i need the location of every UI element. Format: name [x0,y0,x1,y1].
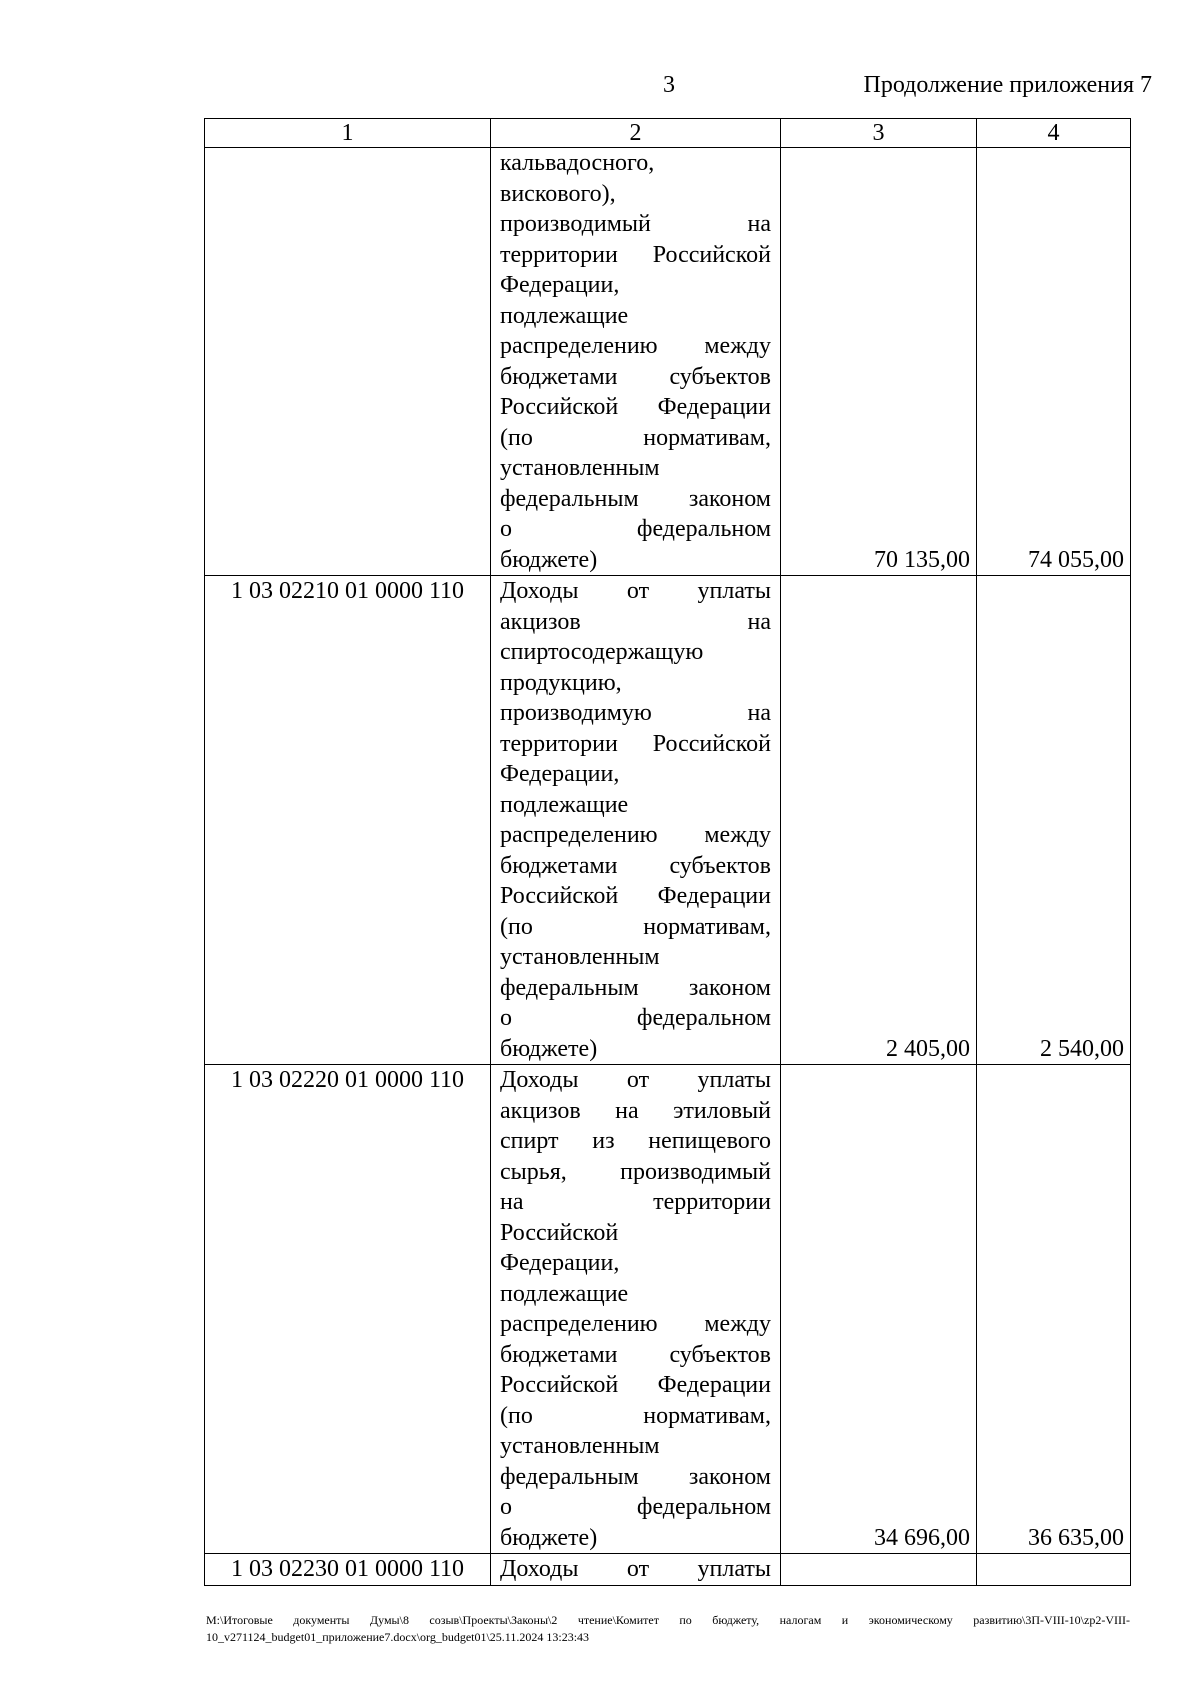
description-line: бюджете) [500,546,598,573]
document-path-footer: M:\Итоговые документы Думы\8 созыв\Проекты\Законы\2 чтение\Комитет по бюджету, налогам и экономическому развитию\3П-VIII-10\zp2-VIII-10_v271124_budget01_приложение7.docx\org_budget01\25.11.2024 13:23:43 [206,1613,1130,1644]
description-line: территории Российской [500,730,771,757]
budget-code-cell: 1 03 02230 01 0000 110 [205,1554,491,1586]
description-cell [491,576,781,1065]
description-cell [491,1554,781,1586]
description-line: Доходы от уплаты [500,1067,771,1093]
description-line: установленным [500,944,660,970]
description-line: федеральным законом [500,1463,771,1490]
amount-col-3-cell [781,1554,977,1586]
description-line: Российской Федерации [500,1372,771,1398]
budget-code-cell: 1 03 02220 01 0000 110 [205,1065,491,1554]
description-line: подлежащие [500,791,629,818]
description-line: Федерации, [500,761,620,787]
description-line: федеральным законом [500,485,771,512]
description-line: спирт из непищевого [500,1128,771,1154]
description-line: распределению между [500,333,771,359]
description-line: Федерации, [500,272,620,298]
description-line: бюджетами субъектов [500,852,771,879]
description-line: спиртосодержащую [500,639,704,665]
amount-col-4-cell: 2 540,00 [977,576,1131,1065]
description-line: (по нормативам, [500,913,771,940]
amount-col-4-cell: 36 635,00 [977,1065,1131,1554]
description-line: Доходы от уплаты [500,578,771,604]
description-cell [491,1065,781,1554]
description-line: бюджетами субъектов [500,363,771,390]
header-col-1: 1 [205,119,491,148]
table-row [205,576,1131,1065]
description-line: Российской [500,1219,619,1246]
description-line: о федеральном [500,1494,771,1520]
description-line: Российской Федерации [500,883,771,909]
page-number: 3 [663,72,675,98]
description-line: территории Российской [500,241,771,268]
continuation-title: Продолжение приложения 7 [863,72,1152,98]
description-line: на территории [500,1189,771,1215]
description-line: акцизов на этиловый [500,1097,771,1124]
description-line: производимую на [500,700,771,726]
description-line: подлежащие [500,302,629,329]
description-line: распределению между [500,1311,771,1337]
description-line: распределению между [500,822,771,848]
amount-col-4-cell: 74 055,00 [977,148,1131,576]
description-cell [491,148,781,576]
budget-code-cell [205,148,491,576]
description-line: (по нормативам, [500,424,771,451]
description-line: Федерации, [500,1250,620,1276]
description-line: акцизов на [500,608,771,635]
description-line: Доходы от уплаты [500,1556,771,1582]
budget-code-cell: 1 03 02210 01 0000 110 [205,576,491,1065]
header-col-2: 2 [491,119,781,148]
amount-col-4-cell [977,1554,1131,1586]
table-row [205,148,1131,576]
description-line: установленным [500,455,660,481]
table-row [205,1065,1131,1554]
amount-col-3-cell: 2 405,00 [781,576,977,1065]
description-line: вискового), [500,180,616,207]
description-line: сырья, производимый [500,1158,771,1185]
description-line: производимый на [500,211,771,237]
amount-col-3-cell: 34 696,00 [781,1065,977,1554]
description-line: бюджете) [500,1524,598,1551]
table-row [205,1554,1131,1586]
amount-col-3-cell: 70 135,00 [781,148,977,576]
table-header-row [205,119,1131,148]
description-line: бюджете) [500,1035,598,1062]
budget-table [204,118,1131,1586]
description-line: (по нормативам, [500,1402,771,1429]
description-line: установленным [500,1433,660,1459]
description-line: о федеральном [500,1005,771,1031]
description-line: подлежащие [500,1280,629,1307]
description-line: кальвадосного, [500,150,655,176]
description-line: бюджетами субъектов [500,1341,771,1368]
header-col-3: 3 [781,119,977,148]
description-line: Российской Федерации [500,394,771,420]
header-col-4: 4 [977,119,1131,148]
description-line: продукцию, [500,669,622,696]
description-line: федеральным законом [500,974,771,1001]
description-line: о федеральном [500,516,771,542]
